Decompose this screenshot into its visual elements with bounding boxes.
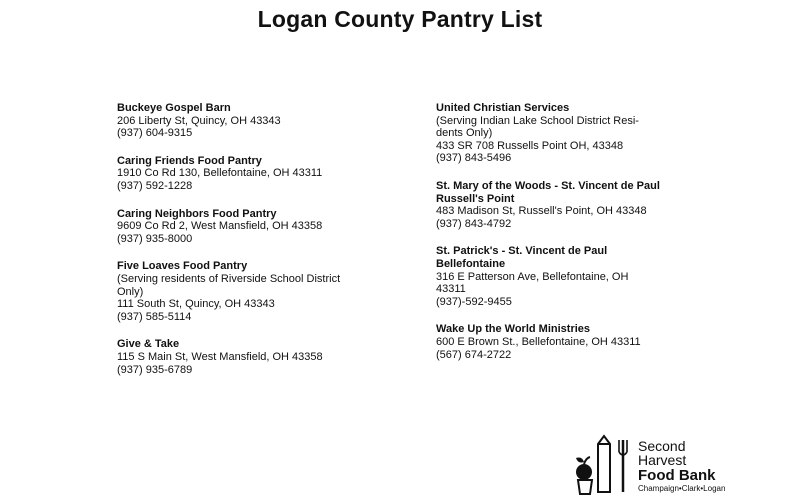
pantry-entry: [117, 208, 417, 246]
pantry-name: St. Patrick's - St. Vincent de Paul Bellefontaine: [436, 245, 608, 270]
pantry-entry: [436, 102, 666, 165]
pantry-note: (Serving residents of Riverside School District: [117, 272, 341, 285]
logo-text-line1: Second: [638, 438, 686, 454]
logo-text-line4: Champaign•Clark•Logan: [638, 484, 726, 493]
food-bank-logo: [570, 430, 770, 496]
pantry-phone: (567) 674-2722: [436, 348, 512, 361]
pantry-address: 433 SR 708 Russells Point OH, 43348: [436, 139, 624, 152]
pantry-address: 111 South St, Quincy, OH 43343: [117, 298, 275, 311]
pantry-note: dents Only): [436, 127, 493, 140]
pantry-phone: (937) 843-4792: [436, 217, 512, 230]
pantry-address: 1910 Co Rd 130, Bellefontaine, OH 43311: [117, 167, 323, 180]
pantry-list-right: [436, 102, 666, 376]
pantry-name: Caring Friends Food Pantry: [117, 154, 262, 167]
pantry-entry: [117, 155, 417, 193]
pantry-name: United Christian Services: [436, 102, 570, 114]
pantry-phone: (937) 592-1228: [117, 179, 193, 192]
pantry-entry: [436, 180, 666, 230]
pantry-entry: [117, 338, 417, 376]
pantry-name: Give & Take: [117, 338, 180, 351]
pantry-phone: (937) 843-5496: [436, 152, 512, 165]
pantry-entry: [117, 102, 417, 140]
pantry-address: 9609 Co Rd 2, West Mansfield, OH 43358: [117, 220, 323, 233]
pantry-name: Five Loaves Food Pantry: [117, 260, 248, 273]
pantry-phone: (937) 604-9315: [117, 127, 193, 140]
pantry-phone: (937)-592-9455: [436, 295, 512, 308]
pantry-phone: (937) 935-8000: [117, 232, 193, 245]
pantry-address: 206 Liberty St, Quincy, OH 43343: [117, 114, 281, 127]
pantry-list-left: [117, 102, 417, 391]
pantry-phone: (937) 935-6789: [117, 363, 193, 376]
logo-text-line2: Harvest: [638, 452, 687, 468]
pantry-entry: [436, 323, 666, 361]
pantry-entry: [117, 260, 417, 323]
pantry-note: (Serving Indian Lake School District Resi-: [436, 114, 639, 127]
pantry-name: Caring Neighbors Food Pantry: [117, 207, 277, 220]
pantry-name: St. Mary of the Woods - St. Vincent de Paul Russell's Point: [436, 179, 660, 205]
pantry-address: 600 E Brown St., Bellefontaine, OH 43311: [436, 335, 641, 348]
food-bank-logo-icon: [570, 430, 636, 496]
pantry-phone: (937) 585-5114: [117, 310, 192, 323]
pantry-address: 316 E Patterson Ave, Bellefontaine, OH: [436, 270, 629, 283]
pantry-name: Wake Up the World Ministries: [436, 323, 591, 336]
pantry-name: Buckeye Gospel Barn: [117, 102, 231, 114]
pantry-address: 43311: [436, 283, 466, 296]
pantry-entry: [436, 245, 666, 308]
pantry-note: Only): [117, 285, 144, 298]
pantry-address: 115 S Main St, West Mansfield, OH 43358: [117, 350, 323, 363]
page-title: Logan County Pantry List: [257, 6, 543, 32]
pantry-address: 483 Madison St, Russell's Point, OH 43348: [436, 205, 647, 218]
logo-text-line3: Food Bank: [638, 467, 716, 484]
